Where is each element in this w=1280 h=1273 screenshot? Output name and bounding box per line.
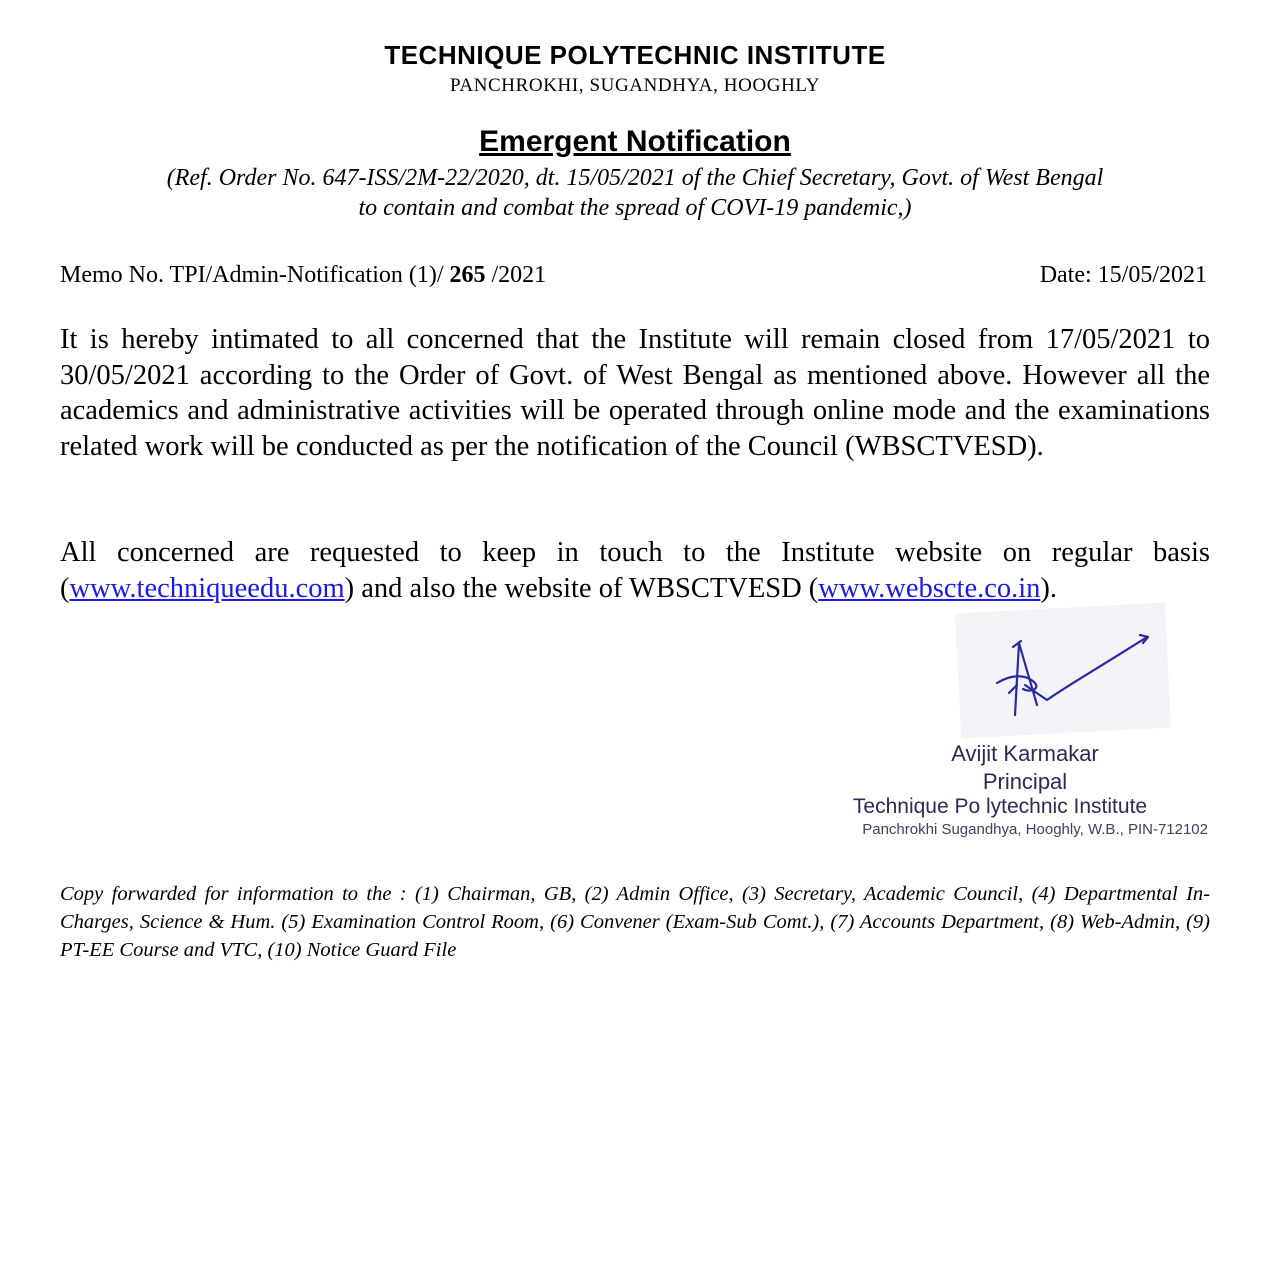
council-website-link[interactable]: www.webscte.co.in xyxy=(818,572,1041,604)
paragraph-2-text-2: ) and also the website of WBSCTVESD ( xyxy=(344,572,819,604)
paragraph-2-text-1: All concerned are requested to keep in touch to the Institute website on regular basis ( xyxy=(60,537,1210,604)
copy-forwarded: Copy forwarded for information to the : (1) Chairman, GB, (2) Admin Office, (3) Secretary, Academic Council, (4) Departmental In-Charges, Science & Hum. (5) Examination Control Room, (6) Convener (Exam-Sub Comt.), (7) Accounts Department, (8) Web-Admin, (9) PT-EE Course and VTC, (10) Notice Guard File xyxy=(60,883,1210,961)
signatory-name: Avijit Karmakar xyxy=(951,741,1099,766)
memo-suffix: /2021 xyxy=(485,262,547,288)
signature-image xyxy=(985,625,1165,725)
signatory-institute: Technique Po lytechnic Institute xyxy=(852,795,1148,818)
notice-heading: Emergent Notification xyxy=(479,125,791,158)
reference-line-2: to contain and combat the spread of COVI-19 pandemic,) xyxy=(358,195,912,221)
institute-address: PANCHROKHI, SUGANDHYA, HOOGHLY xyxy=(449,75,821,96)
memo-serial: 265 xyxy=(449,262,486,288)
reference-line-1: (Ref. Order No. 647-ISS/2M-22/2020, dt. 15/05/2021 of the Chief Secretary, Govt. of West Bengal xyxy=(166,165,1104,191)
body-paragraph-1: It is hereby intimated to all concerned that the Institute will remain closed from 17/05/2021 to 30/05/2021 according to the Order of Govt. of West Bengal as mentioned above. However all the academics and administrative activities will be operated through online mode and the examinations related work will be conducted as per the notification of the Council (WBSCTVESD). xyxy=(60,324,1210,462)
signatory-title: Principal xyxy=(982,769,1068,794)
institute-website-link[interactable]: www.techniqueedu.com xyxy=(69,572,345,604)
signatory-address: Panchrokhi Sugandhya, Hooghly, W.B., PIN-712102 xyxy=(862,821,1208,838)
paragraph-2-text-3: ). xyxy=(1040,572,1058,604)
memo-prefix: Memo No. TPI/Admin-Notification (1)/ xyxy=(60,262,450,288)
memo-date: Date: 15/05/2021 xyxy=(1039,262,1207,288)
institute-name: TECHNIQUE POLYTECHNIC INSTITUTE xyxy=(384,40,886,70)
body-paragraph-2 xyxy=(60,535,1210,606)
memo-number xyxy=(60,262,546,289)
